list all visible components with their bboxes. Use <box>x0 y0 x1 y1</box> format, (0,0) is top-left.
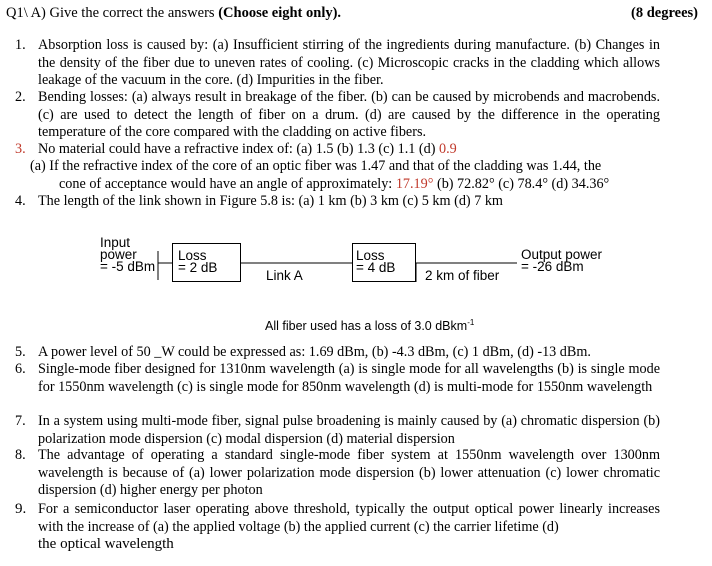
marks-label: (8 degrees) <box>631 5 698 21</box>
link-a-label: Link A <box>266 268 303 283</box>
header <box>6 5 698 25</box>
question-3: 3. No material could have a refractive index of: (a) 1.5 (b) 1.3 (c) 1.1 (d) 0.9 <box>15 141 457 157</box>
question-1: 1. Absorption loss is caused by: (a) Insufficient stirring of the ingredients during manufacture. (b) Changes in the density of the fiber due to uneven rates of cooling. (c) Microscopic cracks in the cladding which allows leakage of the vacuum in the core. (d) Impurities in the fiber. <box>15 37 660 88</box>
question-9: 9. For a semiconductor laser operating above threshold, typically the output optical power linearly increases with the increase of (a) the applied voltage (b) the applied current (c) the carrier lifetime (d) the optical wavelength <box>15 501 660 552</box>
question-3a: (a) If the refractive index of the core of an optic fiber was 1.47 and that of the cladding was 1.44, the cone of acceptance would have an angle of approximately: 17.19° (b) 72.82° (c) 78.4° (d) 34.36° <box>30 158 610 192</box>
question-title: Q1\ A) Give the correct the answers (Choose eight only). <box>6 5 342 21</box>
fiber-length-label: 2 km of fiber <box>425 268 500 283</box>
loss-box-2: Loss = 4 dB <box>352 243 416 282</box>
question-8: 8. The advantage of operating a standard single-mode fiber system at 1550nm wavelength over 1300nm wavelength is because of (a) lower polarization mode dispersion (b) lower attenuation (c) lower chromatic dispersion (d) higher energy per photon <box>15 447 660 498</box>
input-power-label: Input power = -5 dBm <box>100 235 156 274</box>
question-6: 6. Single-mode fiber designed for 1310nm wavelength (a) is single mode for all wavelengths (b) is single mode for 1550nm wavelength (c) is single mode for 850nm wavelength (d) is multi-mode for 1550nm wavelength <box>15 361 660 395</box>
question-2: 2. Bending losses: (a) always result in breakage of the fiber. (b) can be caused by microbends and macrobends. (c) are used to detect the length of fiber on a drum. (d) are caused by the difference in the operating temperature of the core compared with the cladding on active fibers. <box>15 89 660 140</box>
question-7: 7. In a system using multi-mode fiber, signal pulse broadening is mainly caused by (a) chromatic dispersion (b) polarization mode dispersion (c) modal dispersion (d) material dispersion <box>15 413 660 447</box>
figure-note: All fiber used has a loss of 3.0 dBkm$^{-1}$ <box>265 318 475 334</box>
question-4: 4. The length of the link shown in Figure 5.8 is: (a) 1 km (b) 3 km (c) 5 km (d) 7 km <box>15 193 503 209</box>
output-power-label: Output power = -26 dBm <box>521 247 603 274</box>
loss-box-1: Loss = 2 dB <box>172 243 241 282</box>
question-5: 5. A power level of 50 _W could be expressed as: 1.69 dBm, (b) -4.3 dBm, (c) 1 dBm, (d) -13 dBm. <box>15 344 591 360</box>
